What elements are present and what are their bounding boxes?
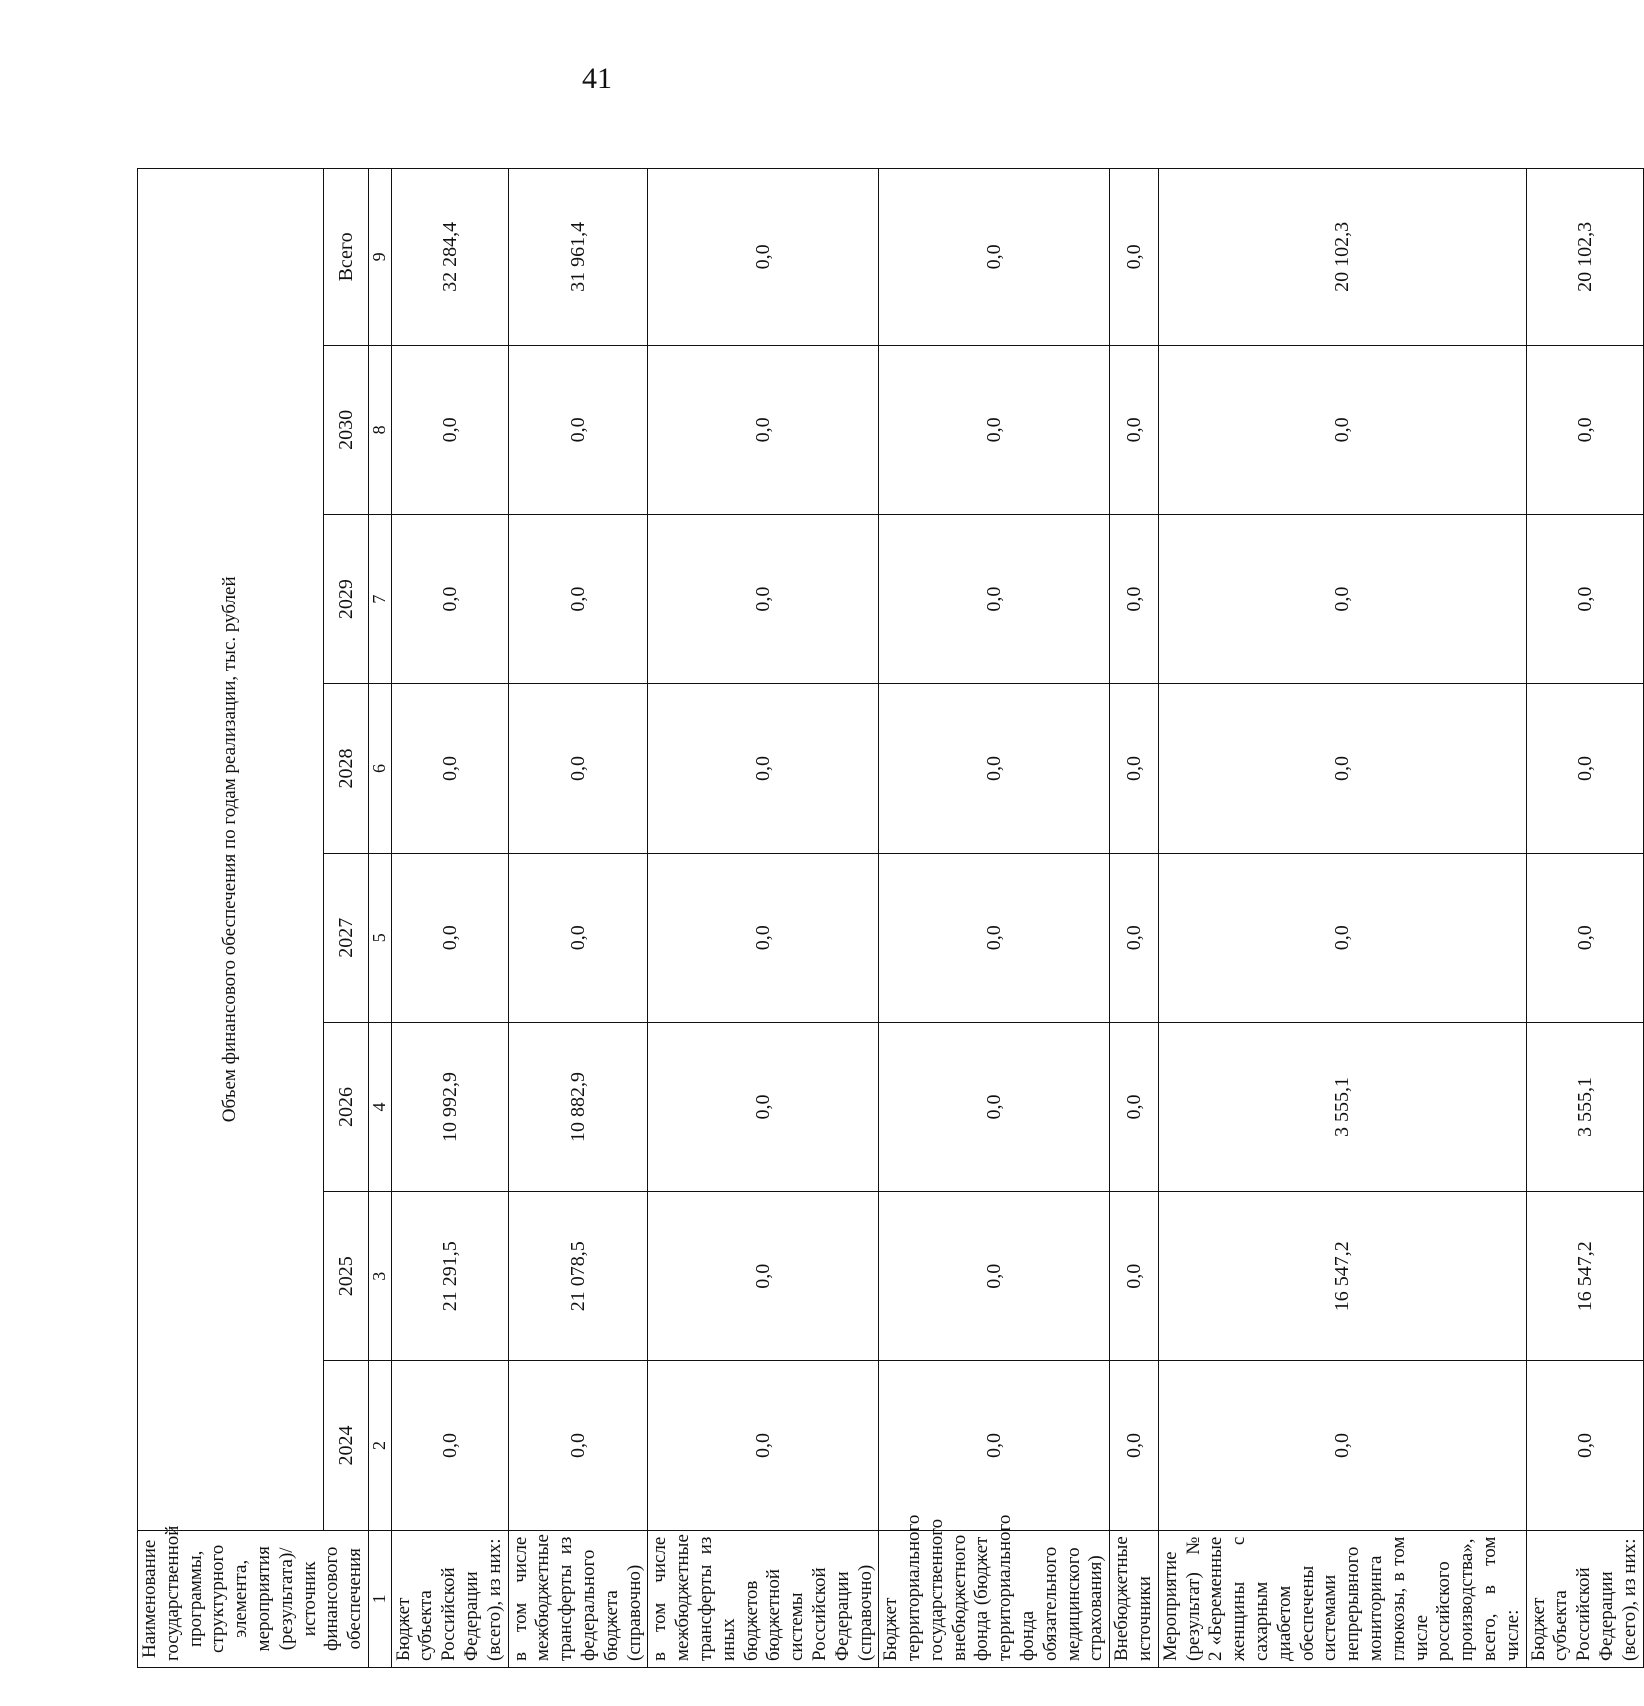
value-cell: 0,0 [1158,1361,1526,1530]
value-cell: 0,0 [1110,1022,1159,1191]
column-number: 6 [368,684,391,853]
year-header: 2030 [324,345,369,514]
table-row [391,169,508,1668]
row-label: Бюджет субъекта Российской Федерации (всего), из них: [391,1530,508,1667]
value-cell: 0,0 [1110,684,1159,853]
year-header: 2029 [324,515,369,684]
value-cell: 0,0 [1526,515,1643,684]
column-number: 9 [368,169,391,346]
value-cell: 0,0 [508,684,648,853]
value-cell: 0,0 [648,1022,879,1191]
value-cell: 0,0 [1158,345,1526,514]
value-cell: 3 555,1 [1158,1022,1526,1191]
total-header: Всего [324,169,369,346]
value-cell: 0,0 [508,345,648,514]
total-value-cell: 31 961,4 [508,169,648,346]
value-cell: 0,0 [1526,853,1643,1022]
row-label: Бюджет территориального государственного внебюджетного фонда (бюджет территориального фонда обязательного медицинского страхования) [879,1530,1110,1667]
value-cell: 0,0 [879,515,1110,684]
value-cell: 0,0 [508,515,648,684]
value-cell: 0,0 [648,853,879,1022]
table-row [508,169,648,1668]
row-label: Внебюджетные источники [1110,1530,1159,1667]
value-cell: 0,0 [879,853,1110,1022]
row-label: в том числе межбюджетные трансферты из иных бюджетов бюджетной системы Российской Федерации (справочно) [648,1530,879,1667]
column-number: 8 [368,345,391,514]
row-label: в том числе межбюджетные трансферты из федерального бюджета (справочно) [508,1530,648,1667]
total-value-cell: 0,0 [1110,169,1159,346]
value-cell: 0,0 [1526,345,1643,514]
value-cell: 0,0 [1158,684,1526,853]
row-label: Мероприятие (результат) № 2 «Беременные женщины с сахарным диабетом обеспечены системами непрерывного мониторинга глюкозы, в том числе российского производства», всего, в том числе: [1158,1530,1526,1667]
value-cell: 16 547,2 [1158,1192,1526,1361]
value-cell: 0,0 [879,684,1110,853]
year-header: 2028 [324,684,369,853]
name-column-header: Наименование государственной программы, структурного элемента, мероприятия (результата)/источник финансового обеспечения [138,1530,369,1667]
total-value-cell: 0,0 [648,169,879,346]
year-header: 2024 [324,1361,369,1530]
value-cell: 0,0 [879,345,1110,514]
value-cell: 0,0 [391,684,508,853]
value-cell: 0,0 [1110,1361,1159,1530]
value-cell: 0,0 [508,1361,648,1530]
value-cell: 0,0 [1158,853,1526,1022]
value-cell: 16 547,2 [1526,1192,1643,1361]
value-cell: 0,0 [1158,515,1526,684]
table-body [391,169,1643,1668]
year-header: 2027 [324,853,369,1022]
total-value-cell: 0,0 [879,169,1110,346]
row-label: Бюджет субъекта Российской Федерации (всего), из них: [1526,1530,1643,1667]
column-number: 3 [368,1192,391,1361]
value-cell: 0,0 [879,1361,1110,1530]
value-cell: 3 555,1 [1526,1022,1643,1191]
column-number: 5 [368,853,391,1022]
value-cell: 0,0 [391,345,508,514]
year-header: 2026 [324,1022,369,1191]
table-row [1110,169,1159,1668]
total-value-cell: 20 102,3 [1158,169,1526,346]
total-value-cell: 20 102,3 [1526,169,1643,346]
column-number: 2 [368,1361,391,1530]
value-cell: 0,0 [1526,684,1643,853]
value-cell: 0,0 [1110,853,1159,1022]
value-cell: 0,0 [879,1022,1110,1191]
value-cell: 0,0 [508,853,648,1022]
value-cell: 0,0 [648,345,879,514]
column-number: 1 [368,1530,391,1667]
value-cell: 21 291,5 [391,1192,508,1361]
column-number: 7 [368,515,391,684]
table-row [1158,169,1526,1668]
column-number: 4 [368,1022,391,1191]
value-cell: 0,0 [648,1361,879,1530]
page-number: 41 [582,62,612,95]
value-cell: 0,0 [391,1361,508,1530]
value-cell: 0,0 [648,684,879,853]
value-cell: 0,0 [1526,1361,1643,1530]
value-cell: 0,0 [1110,1192,1159,1361]
year-header: 2025 [324,1192,369,1361]
value-cell: 0,0 [391,515,508,684]
value-cell: 0,0 [648,515,879,684]
total-value-cell: 32 284,4 [391,169,508,346]
value-cell: 0,0 [879,1192,1110,1361]
table-row [879,169,1110,1668]
table-row [648,169,879,1668]
rotated-table-container [137,168,1640,1668]
value-cell: 21 078,5 [508,1192,648,1361]
value-cell: 0,0 [648,1192,879,1361]
value-cell: 10 992,9 [391,1022,508,1191]
volume-header: Объем финансового обеспечения по годам реализации, тыс. рублей [138,169,324,1531]
table-row [1526,169,1643,1668]
value-cell: 0,0 [1110,345,1159,514]
value-cell: 0,0 [391,853,508,1022]
value-cell: 10 882,9 [508,1022,648,1191]
financing-table [137,168,1644,1668]
value-cell: 0,0 [1110,515,1159,684]
